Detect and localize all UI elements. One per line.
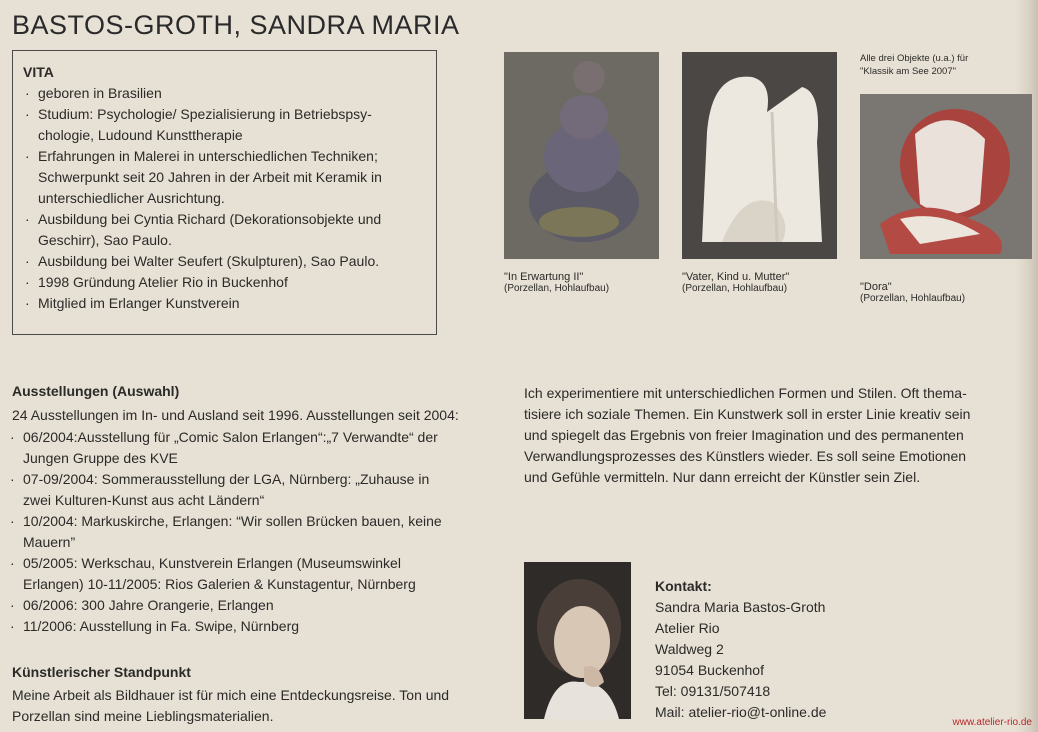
- vita-heading: VITA: [23, 64, 54, 80]
- exhibition-item-continued: Jungen Gruppe des KVE: [23, 450, 178, 466]
- exhibition-item-continued: Erlangen) 10-11/2005: Rios Galerien & Kunstagentur, Nürnberg: [23, 576, 416, 592]
- exhibition-item-continued: zwei Kulturen-Kunst aus acht Ländern“: [23, 492, 265, 508]
- sculpture-photo-dora: [860, 94, 1032, 259]
- statement-line: und Gefühle vermitteln. Nur dann erreicht der Künstler sein Ziel.: [524, 469, 921, 485]
- standpunkt-line: Porzellan sind meine Lieblingsmaterialien.: [12, 708, 274, 724]
- artwork-caption: [504, 271, 659, 295]
- standpunkt-heading: Künstlerischer Standpunkt: [12, 664, 191, 680]
- artist-portrait: [524, 562, 631, 719]
- vita-item: · Mitglied im Erlanger Kunstverein: [23, 293, 382, 314]
- contact-label: Kontakt:: [655, 578, 712, 594]
- standpunkt-line: Meine Arbeit als Bildhauer ist für mich eine Entdeckungsreise. Ton und: [12, 687, 450, 703]
- artwork-vater-kind-mutter: [682, 52, 837, 295]
- vita-item: · 1998 Gründung Atelier Rio in Buckenhof: [23, 272, 382, 293]
- artwork-title: "In Erwartung II": [504, 271, 584, 283]
- contact-studio: Atelier Rio: [655, 620, 720, 636]
- contact-mail: Mail: atelier-rio@t-online.de: [655, 704, 827, 720]
- vita-item: · Ausbildung bei Cyntia Richard (Dekorationsobjekte und: [23, 209, 382, 230]
- exhibition-item: · 11/2006: Ausstellung in Fa. Swipe, Nürnberg: [10, 616, 510, 637]
- contact-street: Waldweg 2: [655, 641, 724, 657]
- contact-city: 91054 Buckenhof: [655, 662, 764, 678]
- contact-block: [655, 576, 826, 723]
- artwork-material: (Porzellan, Hohlaufbau): [504, 283, 610, 294]
- vita-item-continued: Schwerpunkt seit 20 Jahren in der Arbeit mit Keramik in: [38, 169, 382, 185]
- contact-phone: Tel: 09131/507418: [655, 683, 771, 699]
- vita-item-continued: unterschiedlicher Ausrichtung.: [38, 190, 225, 206]
- vita-item: · geboren in Brasilien: [23, 83, 382, 104]
- exhibition-item: · 05/2005: Werkschau, Kunstverein Erlangen (Museumswinkel: [10, 553, 510, 574]
- vita-item-continued: chologie, Ludound Kunsttherapie: [38, 127, 243, 143]
- exhibitions-heading: Ausstellungen (Auswahl): [12, 383, 180, 399]
- website-watermark: www.atelier-rio.de: [952, 717, 1032, 728]
- contact-name: Sandra Maria Bastos-Groth: [655, 599, 826, 615]
- artwork-caption: [860, 281, 1032, 305]
- vita-box: [12, 50, 437, 335]
- vita-item: · Erfahrungen in Malerei in unterschiedlichen Techniken;: [23, 146, 382, 167]
- statement-line: Verwandlungsprozesses des Künstlers wieder. Es soll seine Emotionen: [524, 448, 967, 464]
- sculpture-photo-in-erwartung: [504, 52, 659, 259]
- portrait-photo: [524, 562, 631, 719]
- exhibition-item: · 06/2004:Ausstellung für „Comic Salon Erlangen“:„7 Verwandte“ der: [10, 427, 510, 448]
- exhibition-item: · 10/2004: Markuskirche, Erlangen: “Wir sollen Brücken bauen, keine: [10, 511, 510, 532]
- artwork-material: (Porzellan, Hohlaufbau): [682, 283, 788, 294]
- artwork-dora: [860, 94, 1032, 305]
- exhibitions-list: [10, 427, 510, 637]
- artwork-title: "Vater, Kind u. Mutter": [682, 271, 790, 283]
- exhibition-item-continued: Mauern”: [23, 534, 76, 550]
- artwork-title: "Dora": [860, 281, 892, 293]
- exhibition-item: · 07-09/2004: Sommerausstellung der LGA, Nürnberg: „Zuhause in: [10, 469, 510, 490]
- exhibition-item: · 06/2006: 300 Jahre Orangerie, Erlangen: [10, 595, 510, 616]
- artworks-note-line: Alle drei Objekte (u.a.) für: [860, 53, 969, 64]
- artwork-in-erwartung: [504, 52, 659, 295]
- exhibitions-intro: 24 Ausstellungen im In- und Ausland seit 1996. Ausstellungen seit 2004:: [12, 407, 459, 423]
- statement-line: und spiegelt das Ergebnis von freier Imagination und des permanenten: [524, 427, 964, 443]
- artworks-note: [860, 52, 968, 78]
- artwork-caption: [682, 271, 837, 295]
- page-title: BASTOS-GROTH, SANDRA MARIA: [12, 10, 460, 40]
- vita-list: [23, 83, 382, 314]
- statement-line: tisiere ich soziale Themen. Ein Kunstwerk soll in erster Linie kreativ sein: [524, 406, 971, 422]
- artist-statement: [524, 383, 1014, 488]
- vita-item: · Studium: Psychologie/ Spezialisierung in Betriebspsy-: [23, 104, 382, 125]
- sculpture-photo-vater-kind-mutter: [682, 52, 837, 259]
- vita-item: · Ausbildung bei Walter Seufert (Skulpturen), Sao Paulo.: [23, 251, 382, 272]
- artwork-material: (Porzellan, Hohlaufbau): [860, 293, 966, 304]
- vita-item-continued: Geschirr), Sao Paulo.: [38, 232, 172, 248]
- statement-line: Ich experimentiere mit unterschiedlichen Formen und Stilen. Oft thema-: [524, 385, 967, 401]
- artworks-note-line: "Klassik am See 2007": [860, 66, 956, 77]
